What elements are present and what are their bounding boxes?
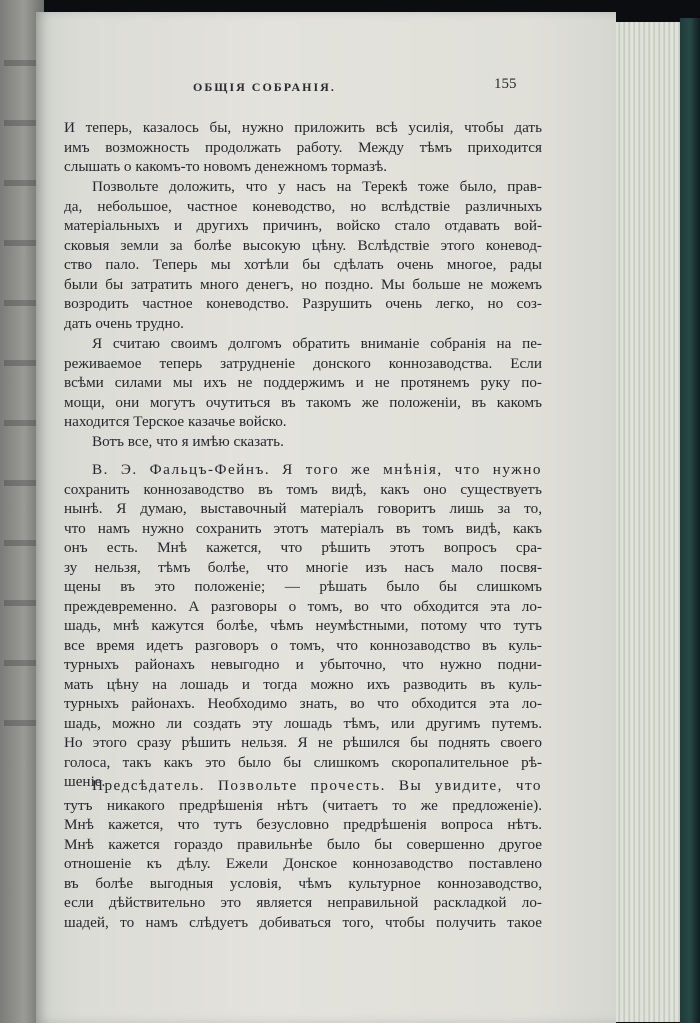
text-line: шадь, можно ли создать эту лошадь тѣмъ, или другимъ путемъ.	[64, 714, 542, 732]
text-line: въ болѣе выгодныя условія, чѣмъ культурное коннозаводство,	[64, 874, 542, 892]
text-line: тутъ никакого предрѣшенія нѣтъ (читаетъ то же предложеніе).	[64, 796, 542, 814]
text-line: Вотъ все, что я имѣю сказать.	[92, 433, 284, 450]
text-line: ство пало. Теперь мы хотѣли бы сдѣлать очень многое, рады	[64, 256, 542, 273]
text-line: онъ есть. Мнѣ кажется, что рѣшить этотъ вопросъ сра-	[64, 539, 542, 556]
text-line: Позвольте доложить, что у насъ на Терекѣ тоже было, прав-	[92, 178, 542, 195]
text-line: зу нельзя, тѣмъ болѣе, что многіе изъ насъ мало посвя-	[64, 558, 542, 576]
text-line: щены въ это положеніе; — рѣшать было бы слишкомъ	[64, 578, 542, 595]
text-line: дать очень трудно.	[64, 314, 184, 332]
text-line: да, небольшое, частное коневодство, но вслѣдствіе различныхъ	[64, 197, 542, 215]
text-line: преждевременно. А разговоры о томъ, во что обходится эта ло-	[64, 597, 542, 615]
text-line: реживаемое теперь затрудненіе донского коннозаводства. Если	[64, 354, 542, 372]
text-line: шадь, мнѣ кажутся болѣе, чѣмъ неумѣстными, потому что тутъ	[64, 617, 542, 634]
text-line: мощи, они могутъ очутиться въ такомъ же положеніи, въ какомъ	[64, 393, 542, 411]
text-line: голоса, такъ какъ это было бы слишкомъ скоропалительное рѣ-	[64, 753, 542, 771]
text-line: если дѣйствительно это является неправильной раскладкой ло-	[64, 894, 542, 911]
text-line: матеріальныхъ и другихъ причинъ, войско стало отдавать вой-	[64, 217, 542, 234]
text-line: В. Э. Фальцъ-Фейнъ. Я того же мнѣнія, что нужно	[92, 461, 542, 478]
text-line: нынѣ. Я думаю, выставочный матеріалъ говоритъ лишь за то,	[64, 500, 542, 517]
text-line: шадей, то намъ слѣдуетъ добиваться того, чтобы получить такое	[64, 913, 542, 931]
paragraph	[64, 118, 542, 177]
text-line: что намъ нужно сохранить этотъ матеріалъ въ томъ видѣ, какъ	[64, 519, 542, 537]
text-line: сковыя земли за болѣе высокую цѣну. Вслѣдствіе этого коневод-	[64, 236, 542, 254]
page-header	[36, 72, 616, 102]
text-line: И теперь, казалось бы, нужно приложить всѣ усилія, чтобы дать	[64, 119, 542, 136]
book-cover-edge	[680, 18, 700, 1023]
text-line: Мнѣ кажется гораздо правильнѣе было бы совершенно другое	[64, 835, 542, 853]
text-line: отношеніе къ дѣлу. Ежели Донское коннозаводство поставлено	[64, 855, 542, 872]
text-line: имъ возможность продолжать работу. Между тѣмъ приходится	[64, 138, 542, 156]
text-line: турныхъ районахъ невыгодно и убыточно, что нужно подни-	[64, 656, 542, 673]
book-page	[36, 12, 616, 1023]
text-line: турныхъ районахъ. Необходимо знать, во что обходится эта ло-	[64, 695, 542, 712]
text-line: мать цѣну на лошадь и тогда можно ихъ разводить въ куль-	[64, 675, 542, 693]
text-line: шеніе.	[64, 773, 106, 790]
text-line: возродить частное коневодство. Разрушить очень легко, но соз-	[64, 295, 542, 312]
paragraph	[64, 177, 542, 333]
text-line: Мнѣ кажется, что тутъ безусловно предрѣшенія вопроса нѣтъ.	[64, 816, 542, 833]
text-line: всѣми силами мы ихъ не поддержимъ и не протянемъ руку по-	[64, 374, 542, 391]
paragraph	[64, 334, 542, 432]
text-line: Но этого сразу рѣшить нельзя. Я не рѣшился бы поднять своего	[64, 734, 542, 751]
speaker-paragraph	[64, 776, 542, 932]
text-line: Предсѣдатель. Позвольте прочесть. Вы увидите, что	[92, 777, 542, 794]
text-line: Я считаю своимъ долгомъ обратить вниманіе собранія на пе-	[92, 335, 542, 352]
speaker-paragraph	[64, 460, 542, 792]
running-head: ОБЩІЯ СОБРАНІЯ.	[193, 80, 336, 94]
text-line: слышать о какомъ-то новомъ денежномъ тормазѣ.	[64, 158, 388, 175]
page-number: 155	[494, 76, 517, 92]
text-line: находится Терское казачье войско.	[64, 413, 287, 430]
text-line: сохранить коннозаводство въ томъ видѣ, какъ оно существуетъ	[64, 480, 542, 498]
paragraph	[64, 432, 542, 452]
text-line: были бы затратить много денегъ, но поздно. Мы больше не можемъ	[64, 275, 542, 293]
text-line: все время идетъ разговоръ о томъ, что коннозаводство въ куль-	[64, 636, 542, 654]
